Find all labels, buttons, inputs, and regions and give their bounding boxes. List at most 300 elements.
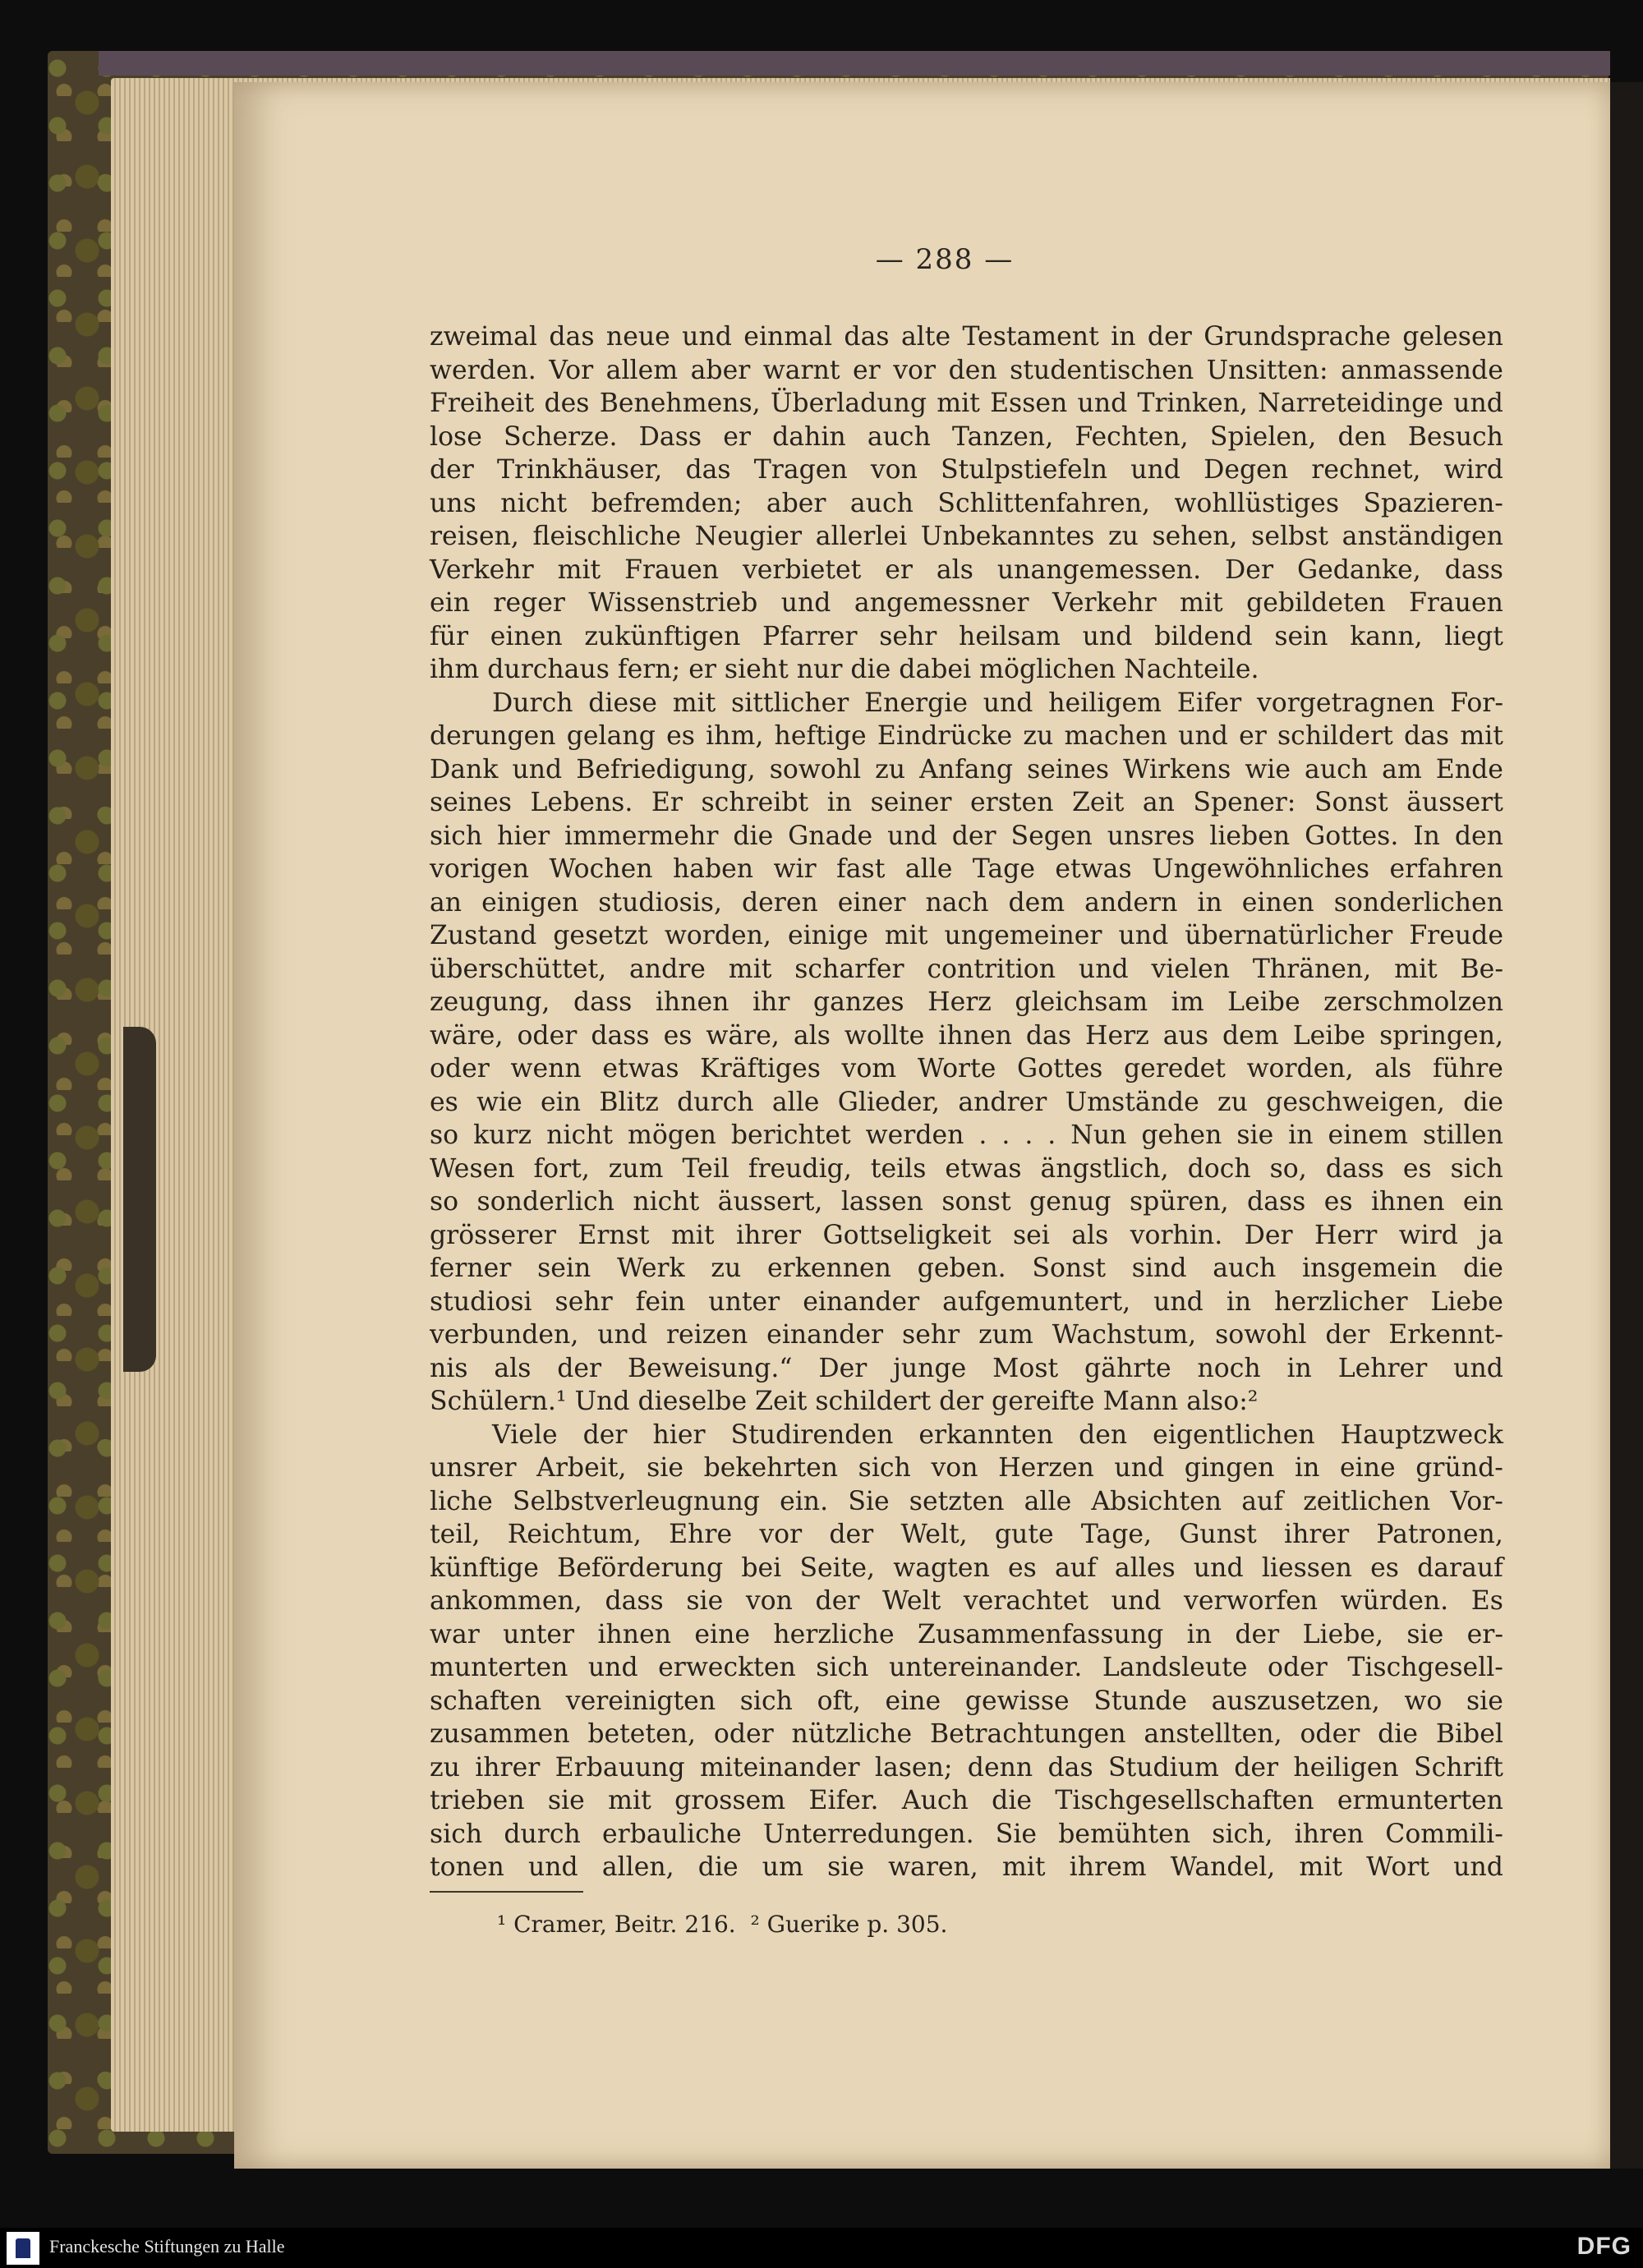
word: Der [1225, 554, 1274, 585]
word: und [1130, 455, 1180, 485]
word: mit [1180, 588, 1223, 618]
word: Eifer [1176, 688, 1242, 718]
word: auf [1054, 1553, 1097, 1583]
word: dass [1247, 1187, 1306, 1217]
word: wird [1398, 1220, 1458, 1250]
word: es [1402, 1153, 1432, 1184]
word: aber [690, 355, 751, 385]
word: verworfen [1184, 1586, 1319, 1616]
text-line [430, 853, 1503, 886]
word: den [1337, 421, 1387, 452]
text-line [430, 820, 1503, 853]
word: die [1462, 1254, 1503, 1283]
word: gehen [1141, 1120, 1222, 1150]
word: teil, [430, 1520, 481, 1549]
word: um [762, 1852, 803, 1882]
word: Auch [901, 1786, 969, 1815]
text-line [430, 1252, 1503, 1286]
word: und [1078, 954, 1129, 984]
word: würden. [1340, 1586, 1449, 1616]
word: nützliche [791, 1719, 913, 1749]
footnote-rule [430, 1891, 583, 1893]
word: seines [430, 788, 512, 817]
word: Beförderung [557, 1553, 724, 1583]
word: als [936, 554, 973, 585]
word: unter [708, 1286, 780, 1317]
word: Frauen [1408, 588, 1503, 618]
word: es [430, 1087, 458, 1117]
word: Degen [1203, 455, 1289, 485]
word: zukünftigen [584, 621, 741, 651]
word: einige [787, 921, 868, 950]
word: sich [858, 1453, 911, 1483]
word: einmal [743, 322, 833, 352]
word: sein [1274, 621, 1328, 651]
word: scharfer [794, 954, 904, 984]
word: Lehrer [1337, 1353, 1428, 1383]
word: nicht [500, 488, 568, 518]
word: einen [1241, 887, 1314, 918]
word: und [597, 1320, 648, 1350]
word: sei [1012, 1220, 1050, 1250]
word: übernatürlicher [1185, 921, 1393, 950]
word: der [1235, 1619, 1280, 1649]
word: es [663, 1020, 693, 1051]
word: Studium [1107, 1752, 1219, 1783]
word: Hauptzweck [1340, 1419, 1503, 1450]
word: Herr [1314, 1220, 1378, 1250]
word: sittlicher [731, 688, 849, 718]
word: Vor- [1450, 1486, 1503, 1516]
word: Gedanke, [1296, 554, 1421, 585]
word: werden. [430, 355, 536, 385]
text-line [430, 886, 1503, 920]
word: . [1047, 1120, 1056, 1150]
word: Spazieren- [1363, 488, 1503, 518]
word: wäre, [706, 1020, 780, 1051]
word: ihren [1294, 1819, 1365, 1849]
word: wohllüstiges [1174, 488, 1339, 518]
text-line [430, 986, 1503, 1019]
word: Viele [492, 1419, 558, 1450]
word: mit [608, 1786, 651, 1815]
word: sind [1131, 1254, 1187, 1283]
word: gebildeten [1246, 588, 1386, 618]
word: genug [1029, 1187, 1111, 1217]
word: worden, [1246, 1054, 1354, 1083]
word: oder [1267, 1653, 1328, 1682]
word: Ehre [669, 1520, 733, 1549]
word: bildend [1154, 621, 1253, 651]
word: Selbstverleugnung [512, 1486, 760, 1516]
text-line [430, 1718, 1503, 1751]
word: Absichten [1091, 1486, 1222, 1516]
word: äussert, [717, 1187, 823, 1217]
word: an [430, 887, 463, 918]
word: Tischgesellschaften [1055, 1786, 1314, 1815]
word: Gnade [788, 821, 873, 851]
word: sich [816, 1653, 869, 1682]
word: andern [1084, 887, 1178, 918]
word: etwas [1055, 854, 1132, 884]
text-line [430, 1052, 1503, 1086]
word: Befriedigung, [576, 754, 756, 784]
text-line [430, 1318, 1503, 1352]
word: mit [884, 921, 928, 950]
word: wie [476, 1087, 522, 1117]
text-line [430, 421, 1503, 454]
word: hier [652, 1419, 706, 1450]
word: so, [1269, 1153, 1307, 1184]
word: junge [893, 1353, 967, 1383]
word: sich [1450, 1153, 1503, 1184]
word: sie [1406, 1619, 1444, 1649]
word: in [1286, 1353, 1312, 1383]
word: zu [1107, 522, 1139, 551]
word: mögen [627, 1120, 716, 1150]
word: ja [1480, 1220, 1503, 1250]
word: ihnen [1370, 1187, 1445, 1217]
word: ungemeiner [944, 921, 1102, 950]
word: Arbeit, [536, 1453, 627, 1483]
word: unsrer [430, 1453, 517, 1483]
word: verachtet [963, 1586, 1089, 1616]
word: mit [1299, 1852, 1343, 1882]
word: nicht [633, 1187, 700, 1217]
word: erweckten [658, 1653, 796, 1682]
word: andrer [958, 1087, 1047, 1117]
text-line [430, 1784, 1503, 1818]
word: kurz [473, 1120, 532, 1150]
word: oder [430, 1054, 490, 1083]
word: anmassende [1341, 355, 1503, 385]
word: selbst [1251, 522, 1329, 551]
word: oder [713, 1719, 774, 1749]
word: sein [537, 1254, 591, 1283]
word: wie [1245, 754, 1291, 784]
word: Umstände [1065, 1087, 1199, 1117]
word: etwas [945, 1153, 1022, 1184]
word: das [1025, 1020, 1071, 1051]
word: Scherze. [504, 421, 618, 452]
word: des [544, 389, 590, 418]
word: in [1226, 1286, 1252, 1317]
word: den [1079, 1419, 1128, 1450]
word: Der [818, 1353, 868, 1383]
word: nicht [546, 1120, 614, 1150]
word: ihrer [735, 1220, 802, 1250]
word: liegt [1444, 621, 1503, 651]
word: ersten [970, 788, 1054, 817]
word: und [1453, 1852, 1503, 1882]
word: Herz [1085, 1020, 1149, 1051]
word: Seite, [799, 1553, 876, 1583]
text-line [430, 320, 1503, 354]
word: gingen [1184, 1453, 1275, 1483]
word: eigentlichen [1153, 1419, 1315, 1450]
word: und [887, 821, 937, 851]
word: . [1024, 1120, 1033, 1150]
word: gute [994, 1520, 1054, 1549]
word: Unsitten: [1206, 355, 1328, 385]
word: geschweigen, [1266, 1087, 1445, 1117]
word: sehr [879, 621, 937, 651]
word: Wissenstrieb [588, 588, 758, 618]
word: gesetzt [553, 921, 648, 950]
text-line [430, 1086, 1503, 1120]
word: für [430, 621, 469, 651]
word: zu [1023, 721, 1054, 751]
word: ein [430, 588, 471, 618]
word: sonst [941, 1187, 1011, 1217]
word: und [1111, 1586, 1162, 1616]
word: und [780, 588, 831, 618]
word: herzliche [773, 1619, 895, 1649]
word: in [1295, 1453, 1320, 1483]
text-line [430, 753, 1503, 787]
text-line [430, 1585, 1503, 1618]
word: nach [925, 887, 989, 918]
word: überschüttet, [430, 954, 607, 984]
word: gelesen [1402, 322, 1503, 352]
word: zu [875, 754, 906, 784]
word: mit [1001, 1852, 1046, 1882]
word: spüren, [1130, 1187, 1229, 1217]
word: Beweisung.“ [627, 1353, 793, 1383]
word: aber [766, 488, 826, 518]
word: haben [672, 854, 754, 884]
word: der [951, 821, 996, 851]
word: als [793, 1020, 831, 1051]
word: und [1453, 389, 1503, 418]
word: machen [1064, 721, 1167, 751]
word: wenn [510, 1054, 582, 1083]
word: die [733, 821, 774, 851]
text-line [430, 1352, 1503, 1386]
word: etwas [602, 1054, 679, 1083]
word: zum [978, 1320, 1033, 1350]
word: alle [1024, 1486, 1072, 1516]
torn-page-edge [123, 1027, 156, 1372]
word: dahin [772, 421, 846, 452]
word: vor [893, 355, 937, 385]
word: sich [430, 1819, 483, 1849]
word: von [745, 1586, 793, 1616]
word: Eifer. [808, 1786, 879, 1815]
word: zusammen [430, 1719, 570, 1749]
word: äussert [1406, 788, 1503, 817]
word: in [1111, 322, 1136, 352]
word: Liebe [1430, 1286, 1503, 1317]
text-line [430, 953, 1503, 987]
word: sich [739, 1686, 793, 1716]
word: fleischliche [532, 522, 682, 551]
word: künftige [430, 1553, 539, 1583]
word: erkannten [918, 1419, 1054, 1450]
word: alle [904, 854, 953, 884]
word: Erbauung [555, 1752, 685, 1783]
word: Anfang [919, 754, 1014, 784]
word: Verkehr [1052, 588, 1157, 618]
scan-right-edge [1610, 82, 1643, 2169]
word: Segen [1010, 821, 1093, 851]
word: der [1234, 1752, 1279, 1783]
word: Wachstum, [1052, 1320, 1197, 1350]
word: studiosi [430, 1286, 532, 1317]
word: wird [1443, 455, 1503, 485]
word: der [815, 1586, 860, 1616]
word: Spener: [1193, 788, 1296, 817]
word: Spielen, [1209, 421, 1317, 452]
word: Wirkens [1123, 754, 1231, 784]
word: Nun [1070, 1120, 1127, 1150]
word: einem [1328, 1120, 1409, 1150]
word: deren [741, 887, 818, 918]
word: springen, [1379, 1020, 1503, 1051]
word: werden [865, 1120, 964, 1150]
word: erbauliche [602, 1819, 742, 1849]
word: sie [1236, 1120, 1274, 1150]
word: Teil [682, 1153, 729, 1184]
word: zeitlichen [1303, 1486, 1431, 1516]
word: Wort [1366, 1852, 1430, 1882]
word: alles [1114, 1553, 1176, 1583]
word: das [1403, 721, 1450, 751]
word: die [1463, 1087, 1503, 1117]
word: wo [1404, 1686, 1443, 1716]
word: er [723, 421, 751, 452]
footnote: ¹ Cramer, Beitr. 216. ² Guerike p. 305. [497, 1911, 948, 1938]
word: Glieder, [837, 1087, 941, 1117]
word: und [527, 1852, 578, 1882]
word: der [829, 1520, 874, 1549]
word: Herz [927, 987, 992, 1017]
word: munterten [430, 1653, 568, 1682]
word: die [1378, 1719, 1418, 1749]
word: sehen, [1152, 522, 1238, 551]
word: insgemein [1302, 1254, 1438, 1283]
word: sehr [902, 1320, 960, 1350]
word: vielen [1151, 954, 1231, 984]
word: sie [1466, 1686, 1503, 1716]
word: mit [672, 688, 716, 718]
word: so [430, 1187, 459, 1217]
word: zu [711, 1254, 742, 1283]
word: seiner [870, 788, 952, 817]
word: einen [490, 621, 563, 651]
text-line [430, 1851, 1503, 1884]
word: berichtet [730, 1120, 851, 1150]
word: zweimal [430, 322, 537, 352]
word: In [1413, 821, 1440, 851]
text-line [430, 1818, 1503, 1852]
word: ihr [752, 987, 790, 1017]
word: stillen [1422, 1120, 1503, 1150]
word: teils [870, 1153, 927, 1184]
word: ermunterten [1337, 1786, 1503, 1815]
word: unsres [1107, 821, 1195, 851]
word: heftige [774, 721, 867, 751]
word: doch [1187, 1153, 1251, 1184]
word: Pfarrer [762, 621, 858, 651]
text-line [430, 1518, 1503, 1552]
word: zum [608, 1153, 664, 1184]
word: Wesen [430, 1153, 515, 1184]
word: es [1370, 1553, 1399, 1583]
cover-spine [99, 51, 1610, 76]
word: Reichtum, [507, 1520, 642, 1549]
word: Sonst [1314, 788, 1388, 817]
word: vorhin. [1130, 1220, 1223, 1250]
word: erfahren [1389, 854, 1503, 884]
word: der [1147, 322, 1192, 352]
word: von [931, 1453, 978, 1483]
word: erkennen [767, 1254, 891, 1283]
word: Blitz [599, 1087, 659, 1117]
institution-label: Franckesche Stiftungen zu Halle [49, 2236, 285, 2256]
word: Herzen [998, 1453, 1094, 1483]
word: Fechten, [1075, 421, 1189, 452]
word: lassen [840, 1187, 923, 1217]
text-line [430, 387, 1503, 421]
word: Ernst [578, 1220, 650, 1250]
word: Schrift [1414, 1752, 1503, 1783]
word: denn [967, 1752, 1033, 1783]
word: Stunde [1093, 1686, 1187, 1716]
word: mit [670, 1220, 715, 1250]
word: Patronen, [1376, 1520, 1503, 1549]
word: waren, [888, 1852, 978, 1882]
word: Ende [1435, 754, 1503, 784]
word: zerschmolzen [1323, 987, 1503, 1017]
word: verbunden, [430, 1320, 579, 1350]
word: ihnen [597, 1619, 672, 1649]
word: er- [1466, 1619, 1503, 1649]
word: Leibe [1227, 987, 1300, 1017]
word: wäre, [430, 1020, 504, 1051]
word: Erkennt- [1388, 1320, 1503, 1350]
word: ihnen [655, 987, 729, 1017]
word: Gottseligkeit [822, 1220, 992, 1250]
word: Freude [1409, 921, 1503, 950]
word: mit [1460, 721, 1503, 751]
text-line [430, 1286, 1503, 1319]
word: Thränen, [1252, 954, 1372, 984]
word: und [1193, 1553, 1244, 1583]
word: Liebe, [1302, 1619, 1384, 1649]
word: der [430, 455, 474, 485]
word: zeugung, [430, 987, 550, 1017]
word: Verkehr [430, 554, 534, 585]
word: schildert [1277, 721, 1393, 751]
word: geredet [1123, 1054, 1226, 1083]
word: gleichsam [1015, 987, 1148, 1017]
word: wir [773, 854, 817, 884]
word: Schlittenfahren, [937, 488, 1151, 518]
word: es [1007, 1553, 1037, 1583]
text-line [430, 1751, 1503, 1785]
word: die [992, 1786, 1033, 1815]
text-line [430, 720, 1503, 753]
text-line [430, 520, 1503, 554]
word: untereinander. [888, 1653, 1083, 1682]
word: durch [677, 1087, 754, 1117]
word: lose [430, 421, 482, 452]
word: auf [1241, 1486, 1283, 1516]
word: zu [1217, 1087, 1248, 1117]
word: dem [1222, 1020, 1279, 1051]
word: lieben [1209, 821, 1291, 851]
